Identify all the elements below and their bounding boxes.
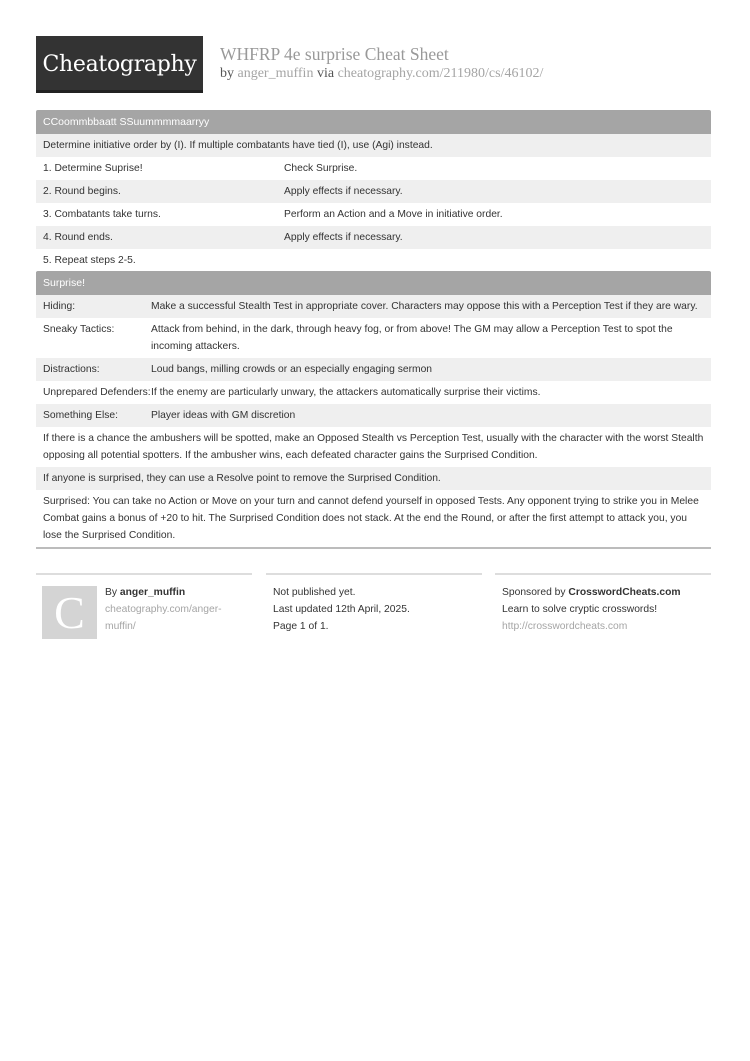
detail-cell: Perform an Action and a Move in initiative order. bbox=[284, 209, 503, 220]
text-cell: Attack from behind, in the dark, through heavy fog, or from above! The GM may allow a Perception Test to spot the incoming attackers. bbox=[151, 324, 673, 352]
detail-cell: Apply effects if necessary. bbox=[284, 232, 403, 243]
table-row bbox=[36, 203, 711, 226]
text-cell: Loud bangs, milling crowds or an especially engaging sermon bbox=[151, 364, 433, 375]
detail-cell: Check Surprise. bbox=[284, 163, 358, 174]
table-row bbox=[36, 157, 711, 180]
intro-row bbox=[36, 134, 711, 157]
footer-author-column bbox=[36, 573, 252, 643]
note-row bbox=[36, 427, 711, 467]
by-label: by bbox=[220, 66, 234, 81]
page-number: Page 1 of 1. bbox=[273, 621, 329, 632]
step-cell: 4. Round ends. bbox=[43, 232, 113, 243]
table-row bbox=[36, 180, 711, 203]
footer-info-column bbox=[266, 573, 482, 643]
sheet-byline bbox=[220, 66, 543, 82]
logo-text: Cheatography bbox=[42, 52, 197, 77]
note-text: Surprised: You can take no Action or Move on your turn and cannot defend yourself in opposed Tests. Any opponent trying to strike you in Melee Combat gains a bonus of +20 to hit. The Surprised Condition does not stack. At the end the Round, or after the first attempt to attack you, you lose the Surprised Condition. bbox=[43, 496, 699, 541]
author-avatar[interactable] bbox=[42, 586, 97, 639]
table-row bbox=[36, 295, 711, 318]
avatar-letter: C bbox=[54, 586, 85, 638]
text-cell: Make a successful Stealth Test in appropriate cover. Characters may oppose this with a Perception Test if they are wary. bbox=[151, 301, 698, 312]
label-cell: Unprepared Defenders: bbox=[43, 387, 151, 398]
section-title: Surprise! bbox=[36, 271, 711, 295]
detail-cell: Apply effects if necessary. bbox=[284, 186, 403, 197]
label-cell: Sneaky Tactics: bbox=[43, 324, 115, 335]
table-row bbox=[36, 249, 711, 272]
table-row bbox=[36, 318, 711, 358]
surprise-section bbox=[36, 271, 711, 549]
via-label: via bbox=[316, 66, 335, 81]
page-footer bbox=[36, 573, 711, 643]
step-cell: 2. Round begins. bbox=[43, 186, 121, 197]
sponsored-label: Sponsored by bbox=[502, 587, 566, 598]
table-row bbox=[36, 404, 711, 427]
footer-author-url[interactable]: cheatography.com/anger-muffin/ bbox=[105, 604, 222, 632]
label-cell: Something Else: bbox=[43, 410, 118, 421]
table-row bbox=[36, 226, 711, 249]
text-cell: If the enemy are particularly unwary, the attackers automatically surprise their victims. bbox=[151, 387, 541, 398]
sponsor-link[interactable]: CrosswordCheats.com bbox=[568, 587, 681, 598]
by-label: By bbox=[105, 587, 118, 598]
author-link[interactable]: anger_muffin bbox=[237, 66, 314, 81]
note-row bbox=[36, 467, 711, 490]
table-row bbox=[36, 358, 711, 381]
section-title: CCoommbbaatt SSuummmmaarryy bbox=[36, 110, 711, 134]
sponsor-url[interactable]: http://crosswordcheats.com bbox=[502, 621, 628, 632]
sheet-url-link[interactable]: cheatography.com/211980/cs/46102/ bbox=[337, 66, 544, 81]
note-row bbox=[36, 490, 711, 547]
page-header bbox=[36, 36, 711, 93]
label-cell: Distractions: bbox=[43, 364, 100, 375]
last-updated: Last updated 12th April, 2025. bbox=[273, 604, 410, 615]
step-cell: 1. Determine Suprise! bbox=[43, 163, 143, 174]
step-cell: 5. Repeat steps 2-5. bbox=[43, 255, 136, 266]
footer-author-link[interactable]: anger_muffin bbox=[119, 587, 186, 598]
footer-sponsor-column bbox=[495, 573, 711, 643]
note-text: If there is a chance the ambushers will be spotted, make an Opposed Stealth vs Perception Test, usually with the character with the worst Stealth opposing all potential spotters. If the ambusher wins, each defeated character gains the Surprised Condition. bbox=[43, 433, 704, 461]
note-text: If anyone is surprised, they can use a Resolve point to remove the Surprised Condition. bbox=[43, 473, 441, 484]
detail-cell bbox=[284, 252, 704, 269]
text-cell: Player ideas with GM discretion bbox=[151, 410, 296, 421]
step-cell: 3. Combatants take turns. bbox=[43, 209, 161, 220]
label-cell: Hiding: bbox=[43, 301, 76, 312]
intro-text: Determine initiative order by (I). If multiple combatants have tied (I), use (Agi) instead. bbox=[43, 140, 433, 151]
sponsor-tagline: Learn to solve cryptic crosswords! bbox=[502, 604, 658, 615]
publish-status: Not published yet. bbox=[273, 587, 356, 598]
table-row bbox=[36, 381, 711, 404]
cheatography-logo[interactable] bbox=[36, 36, 203, 93]
sheet-title: WHFRP 4e surprise Cheat Sheet bbox=[220, 44, 449, 64]
combat-summary-section bbox=[36, 110, 711, 274]
